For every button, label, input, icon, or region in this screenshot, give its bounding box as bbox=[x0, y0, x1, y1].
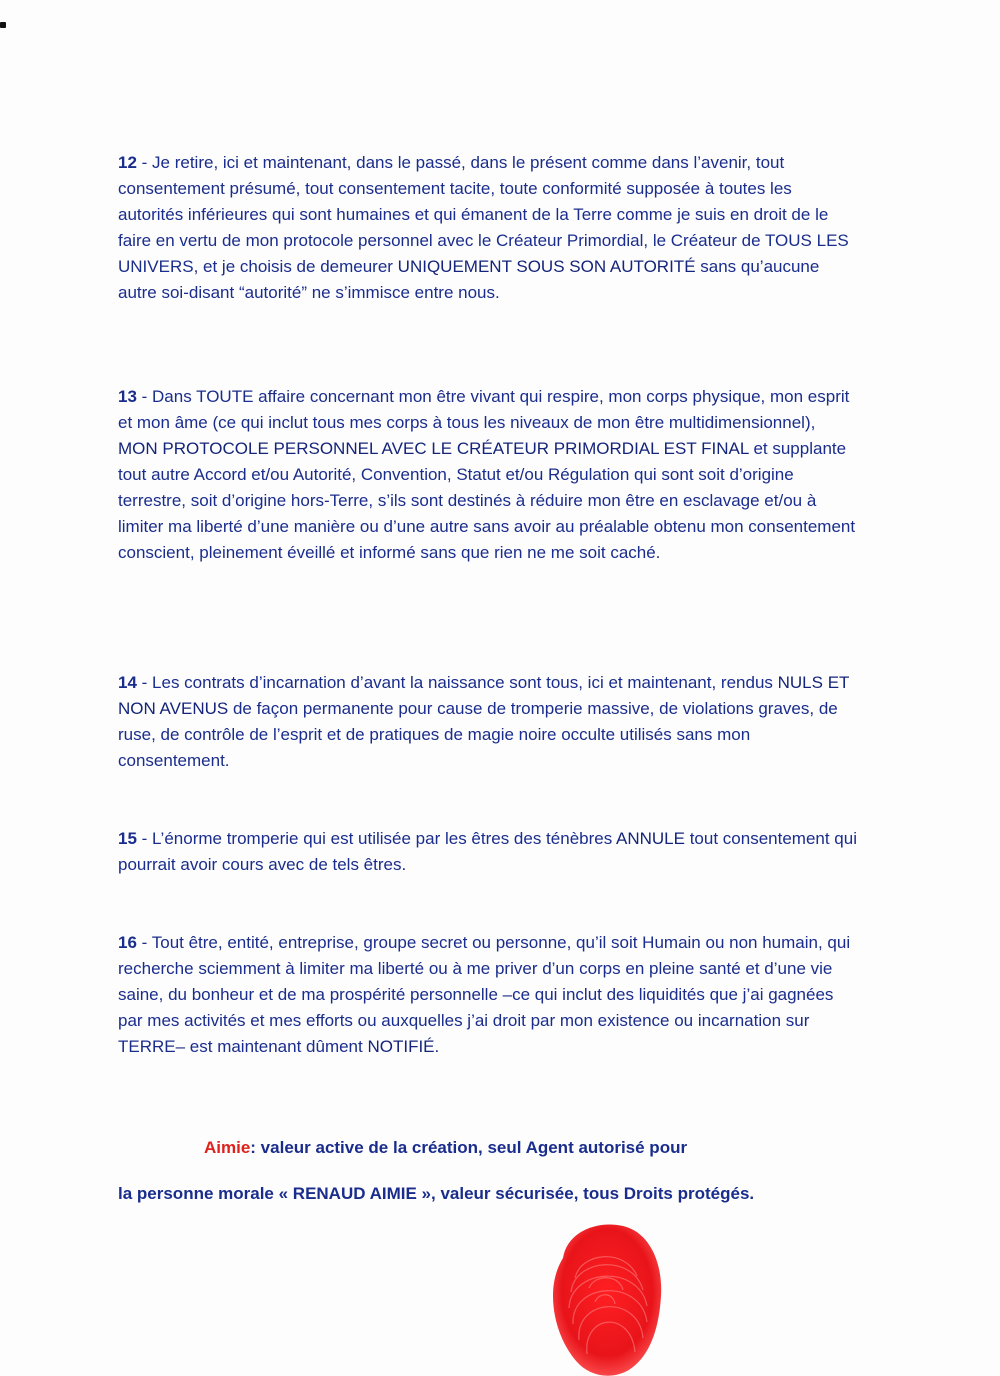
clause-12 bbox=[118, 150, 858, 306]
clause-number: 15 bbox=[118, 829, 137, 848]
clause-emphasis: UNIQUEMENT SOUS SON AUTORITÉ bbox=[397, 257, 696, 276]
clause-emphasis: ANNULE bbox=[616, 829, 685, 848]
clause-emphasis: NOTIFIÉ bbox=[367, 1037, 435, 1056]
signature-name: Aimie bbox=[204, 1138, 251, 1157]
signature-line-2: la personne morale « RENAUD AIMIE », valeur sécurisée, tous Droits protégés. bbox=[118, 1184, 755, 1203]
clause-text: Tout être, entité, entreprise, groupe secret ou personne, qu’il soit Humain ou non humain, qui recherche sciemment à limiter ma liberté ou à me priver d’un corps en pleine santé et d’une vie saine, du bonheur et de ma prospérité personnelle –ce qui inclut des liquidités que j’ai gagnées par mes activités et mes efforts ou auxquelles j’ai droit par mon existence ou incarnation sur TERRE– est maintenant dûment bbox=[118, 933, 851, 1056]
clause-text: de façon permanente pour cause de tromperie massive, de violations graves, de ruse, de contrôle de l’esprit et de pratiques de magie noire occulte utilisés sans mon consentement. bbox=[118, 699, 838, 770]
clause-text: tout consentement qui pourrait avoir cours avec de tels êtres. bbox=[118, 829, 857, 874]
clause-separator: - bbox=[136, 153, 153, 172]
clause-text: Les contrats d’incarnation d’avant la naissance sont tous, ici et maintenant, rendus bbox=[152, 673, 778, 692]
fingerprint-icon bbox=[545, 1218, 665, 1376]
scan-mark bbox=[0, 22, 6, 28]
clause-text: Dans TOUTE affaire concernant mon être vivant qui respire, mon corps physique, mon esprit et mon âme (ce qui inclut tous mes corps à tous les niveaux de mon être multidimensionnel), bbox=[118, 387, 850, 432]
clause-14 bbox=[118, 670, 858, 774]
clause-separator: - bbox=[136, 829, 153, 848]
clause-13 bbox=[118, 384, 858, 566]
clause-text: . bbox=[434, 1037, 440, 1056]
clause-text: Je retire, ici et maintenant, dans le passé, dans le présent comme dans l’avenir, tout consentement présumé, tout consentement tacite, toute conformité supposée à toutes les autorités inférieures qui sont humaines et qui émanent de la Terre comme je suis en droit de le faire en vertu de mon protocole personnel avec le Créateur Primordial, le Créateur de TOUS LES UNIVERS, et je choisis de demeurer bbox=[118, 153, 849, 276]
clause-16 bbox=[118, 930, 858, 1060]
clause-number: 12 bbox=[118, 153, 137, 172]
clause-text: et supplante tout autre Accord et/ou Autorité, Convention, Statut et/ou Régulation qui sont soit d’origine terrestre, soit d’origine hors-Terre, s’ils sont destinés à réduire mon être en esclavage et/ou à limiter ma liberté d’une manière ou d’une autre sans avoir au préalable obtenu mon consentement conscient, pleinement éveillé et informé sans que rien ne me soit caché. bbox=[118, 439, 856, 562]
clause-separator: - bbox=[136, 673, 153, 692]
clause-number: 16 bbox=[118, 933, 137, 952]
signature-line-1-text: : valeur active de la création, seul Agent autorisé pour bbox=[250, 1138, 688, 1157]
clause-number: 13 bbox=[118, 387, 137, 406]
clause-separator: - bbox=[136, 387, 153, 406]
clause-15 bbox=[118, 826, 858, 878]
clause-number: 14 bbox=[118, 673, 137, 692]
clause-text: L’énorme tromperie qui est utilisée par les êtres des ténèbres bbox=[152, 829, 617, 848]
clause-separator: - bbox=[136, 933, 152, 952]
clause-emphasis: NULS ET NON AVENUS bbox=[118, 673, 850, 718]
clause-emphasis: MON PROTOCOLE PERSONNEL AVEC LE CRÉATEUR PRIMORDIAL EST FINAL bbox=[118, 439, 749, 458]
clause-text: sans qu’aucune autre soi-disant “autorité” ne s’immisce entre nous. bbox=[118, 257, 820, 302]
signature-line-1 bbox=[204, 1138, 687, 1158]
